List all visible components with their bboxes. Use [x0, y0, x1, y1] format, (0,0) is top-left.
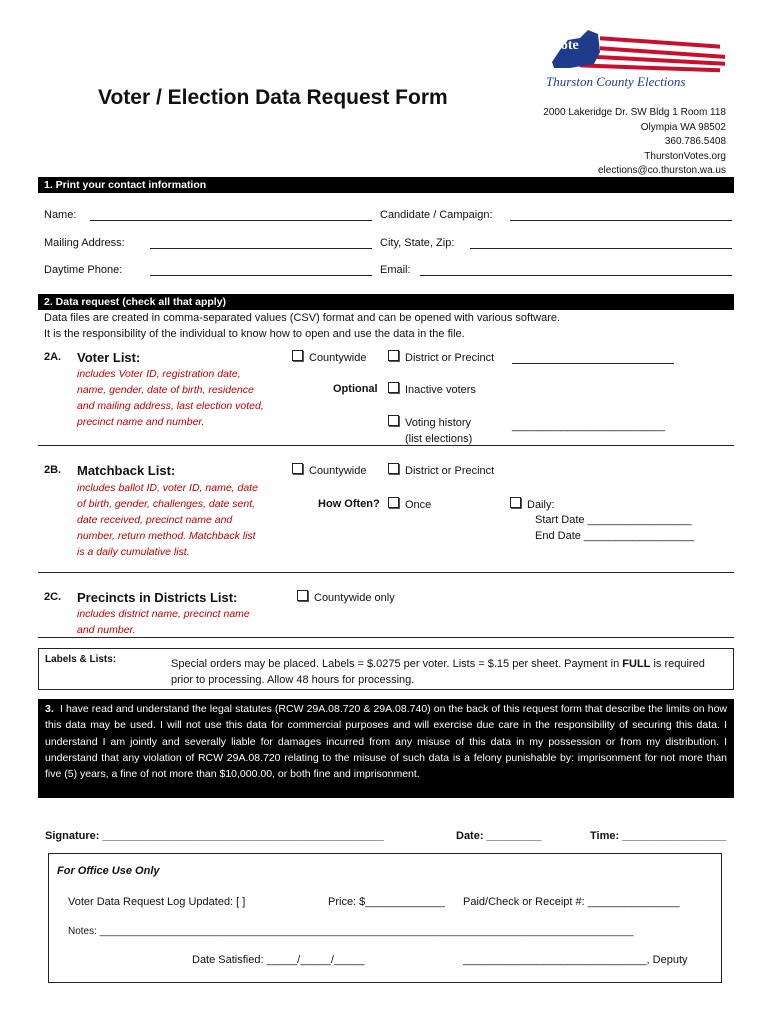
- end-date-field[interactable]: End Date __________________: [535, 530, 695, 542]
- precincts-description: includes district name, precinct name and number.: [77, 608, 250, 636]
- city-field[interactable]: [470, 248, 732, 249]
- voter-countywide-option[interactable]: Countywide: [292, 350, 366, 364]
- section2-intro1: Data files are created in comma-separated values (CSV) format and can be opened with various software.: [44, 312, 561, 324]
- section1-header: 1. Print your contact information: [38, 177, 734, 193]
- voter-countywide-checkbox[interactable]: [292, 350, 303, 361]
- phone-field[interactable]: [150, 275, 372, 276]
- section2-header: 2. Data request (check all that apply): [38, 294, 734, 310]
- voter-list-number: 2A.: [44, 351, 62, 363]
- address-line2: Olympia WA 98502: [640, 121, 726, 133]
- logo-badge: Vote: [552, 38, 579, 53]
- once-checkbox[interactable]: [388, 497, 399, 508]
- labels-title: Labels & Lists:: [45, 654, 117, 665]
- address-web[interactable]: ThurstonVotes.org: [644, 150, 726, 162]
- precincts-title: Precincts in Districts List:: [77, 590, 238, 605]
- matchback-district-checkbox[interactable]: [388, 463, 399, 474]
- divider-2a: [38, 445, 734, 446]
- time-field[interactable]: Time: _________________: [590, 830, 727, 842]
- paid-receipt-field[interactable]: Paid/Check or Receipt #: _______________: [463, 896, 680, 908]
- address-line1: 2000 Lakeridge Dr. SW Bldg 1 Room 118: [543, 107, 726, 118]
- logo-text: Thurston County Elections: [546, 74, 686, 89]
- voting-history-option[interactable]: Voting history (list elections): [388, 415, 472, 447]
- precincts-countywide-checkbox[interactable]: [297, 590, 308, 601]
- phone-label: Daytime Phone:: [44, 264, 123, 276]
- section3-text: I have read and understand the legal statutes (RCW 29A.08.720 & 29A.08.740) on the back of this request form that describe the limits on how this data may be used. I will not use this data for commercial purposes and will exercise due care in the responsibility of securing this data. I understand I am jointly and severally liable for damages incurred from any misuse of this data in my possession or from my distribution. I understand that any violation of RCW 29A.08.720 relating to the misuse of such data is a felony punishable by: imprisonment for not more than five (5) years, a fine of not more than $10,000.00, or both fine and imprisonment.: [45, 703, 727, 781]
- name-field[interactable]: [90, 220, 372, 221]
- name-label: Name:: [44, 209, 77, 221]
- deputy-field[interactable]: ______________________________, Deputy: [463, 954, 688, 966]
- matchback-description: includes ballot ID, voter ID, name, date of birth, gender, challenges, date sent, date received, precinct name and number, return method. Matchback list is a daily cumulative list.: [77, 482, 258, 558]
- divider-2c: [38, 637, 734, 638]
- matchback-title: Matchback List:: [77, 463, 176, 478]
- matchback-district-option[interactable]: District or Precinct: [388, 463, 494, 477]
- address-block: [543, 106, 726, 179]
- precincts-countywide-option[interactable]: Countywide only: [297, 590, 395, 604]
- office-use-title: For Office Use Only: [57, 865, 160, 877]
- voter-district-option[interactable]: District or Precinct: [388, 350, 494, 364]
- city-label: City, State, Zip:: [380, 237, 455, 249]
- once-option[interactable]: Once: [388, 497, 431, 511]
- voter-list-description: includes Voter ID, registration date, name, gender, date of birth, residence and mailing address, last election voted, precinct name and number.: [77, 368, 264, 428]
- matchback-countywide-checkbox[interactable]: [292, 463, 303, 474]
- address-email[interactable]: elections@co.thurston.wa.us: [598, 165, 726, 176]
- email-field[interactable]: [420, 275, 732, 276]
- logo: [540, 22, 730, 94]
- candidate-field[interactable]: [510, 220, 732, 221]
- daily-option[interactable]: Daily:: [510, 497, 555, 511]
- email-label: Email:: [380, 264, 411, 276]
- section3-number: 3.: [45, 703, 54, 715]
- notes-field[interactable]: Notes: ________________________________________________________________________________________________: [68, 926, 634, 937]
- mailing-label: Mailing Address:: [44, 237, 125, 249]
- section3-box: [38, 699, 734, 798]
- matchback-number: 2B.: [44, 464, 62, 476]
- inactive-voters-checkbox[interactable]: [388, 382, 399, 393]
- candidate-label: Candidate / Campaign:: [380, 209, 493, 221]
- price-field[interactable]: Price: $_____________: [328, 896, 445, 908]
- mailing-field[interactable]: [150, 248, 372, 249]
- how-often-label: How Often?: [318, 498, 380, 510]
- address-phone: 360.786.5408: [664, 136, 726, 147]
- divider-2b: [38, 572, 734, 573]
- section2-intro2: It is the responsibility of the individual to know how to open and use the data in the file.: [44, 328, 465, 340]
- precincts-number: 2C.: [44, 591, 62, 603]
- voter-district-field[interactable]: [512, 363, 674, 364]
- labels-text: Special orders may be placed. Labels = $.0275 per voter. Lists = $.15 per sheet. Payment in FULL is required prior to processing. Allow 48 hours for processing.: [171, 658, 705, 686]
- voter-list-title: Voter List:: [77, 350, 141, 365]
- date-satisfied-field[interactable]: Date Satisfied: _____/_____/_____: [192, 954, 365, 966]
- voter-district-checkbox[interactable]: [388, 350, 399, 361]
- start-date-field[interactable]: Start Date _________________: [535, 514, 692, 526]
- optional-label: Optional: [333, 383, 378, 395]
- page-title: Voter / Election Data Request Form: [98, 86, 448, 109]
- voting-history-checkbox[interactable]: [388, 415, 399, 426]
- matchback-countywide-option[interactable]: Countywide: [292, 463, 366, 477]
- inactive-voters-option[interactable]: Inactive voters: [388, 382, 476, 396]
- signature-field[interactable]: Signature: ______________________________________________: [45, 830, 384, 842]
- voting-history-field[interactable]: _________________________: [512, 420, 665, 432]
- date-field[interactable]: Date: _________: [456, 830, 542, 842]
- daily-checkbox[interactable]: [510, 497, 521, 508]
- log-updated-field[interactable]: Voter Data Request Log Updated: [ ]: [68, 896, 246, 908]
